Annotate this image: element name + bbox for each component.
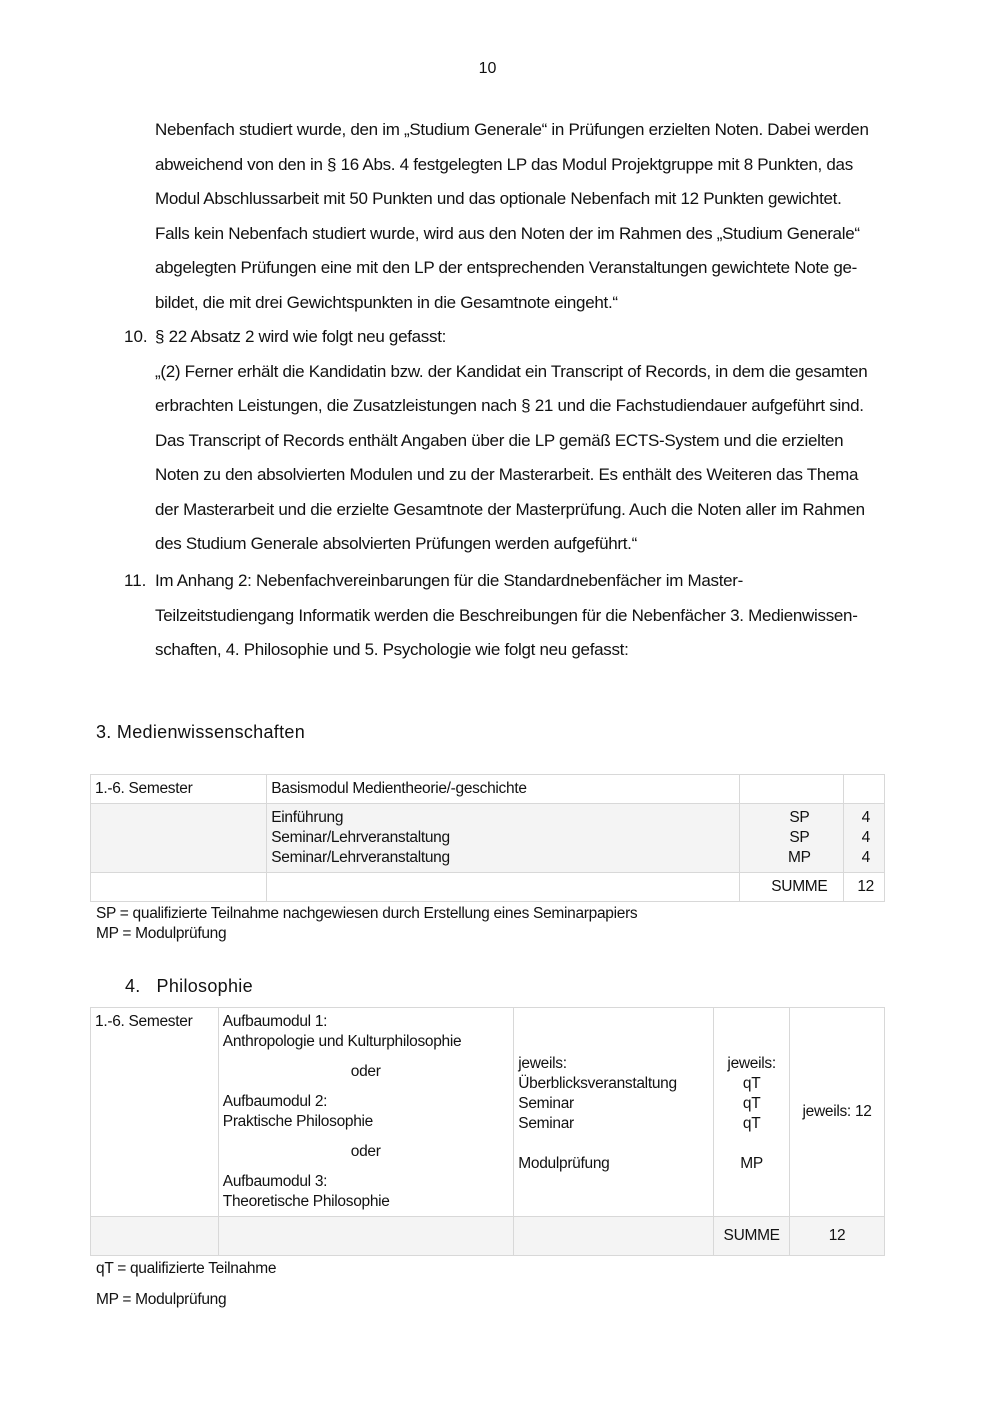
text-line: erbrachten Leistungen, die Zusatzleistungen nach § 21 und die Fachstudiendauer aufgeführt sind. [155,396,864,415]
table-row [91,775,885,804]
event-name: Überblicksveranstaltung [518,1075,677,1092]
sum-label: SUMME [739,873,843,902]
lp-cell [843,804,884,873]
empty-cell [267,873,740,902]
event-lp: 4 [861,809,870,826]
event-lp: 4 [861,829,870,846]
section-heading-philosophie [125,976,253,997]
event-lp: 4 [861,849,870,866]
empty-cell [514,1217,714,1256]
text-line: Nebenfach studiert wurde, den im „Studium Generale“ in Prüfungen erzielten Noten. Dabei werden [155,120,869,139]
sum-value: 12 [843,873,884,902]
text-line: Im Anhang 2: Nebenfachvereinbarungen für die Standardnebenfächer im Master- [155,571,743,590]
module-cell: Basismodul Medientheorie/-geschichte [267,775,740,804]
module-title: Aufbaumodul 3: [222,1173,328,1190]
types-label: jeweils: [727,1055,776,1072]
note-line: MP = Modulprüfung [96,925,227,942]
medienwissenschaften-table [90,774,885,902]
text-line: Das Transcript of Records enthält Angaben über die LP gemäß ECTS-System und die erzielten [155,430,844,450]
sum-value: 12 [790,1217,885,1256]
table-row [91,873,885,902]
event-type: SP [789,809,810,826]
item-10-text [155,320,867,562]
table-row [91,804,885,873]
text-line: abgelegten Prüfungen eine mit den LP der entsprechenden Veranstaltungen gewichtete Note ge- [155,258,858,277]
text-line: schaften, 4. Philosophie und 5. Psychologie wie folgt neu gefasst: [155,640,629,659]
semester-cell: 1.-6. Semester [91,775,267,804]
event-name: Einführung [271,809,344,826]
item-11-number: 11. [124,571,147,590]
events-label: jeweils: [518,1055,567,1072]
events-cell [514,1008,714,1217]
oder-label: oder [350,1143,381,1160]
empty-cell [739,775,843,804]
modules-cell [218,1008,514,1217]
module-title: Aufbaumodul 2: [222,1093,328,1110]
philosophie-note-mp: MP = Modulprüfung [96,1291,227,1308]
module-name: Theoretische Philosophie [222,1193,390,1210]
types-cell [739,804,843,873]
oder-label: oder [350,1063,381,1080]
exam-name: Modulprüfung [518,1155,610,1172]
event-name: Seminar/Lehrveranstaltung [271,849,450,866]
philosophie-table [90,1007,885,1256]
item-10-number: 10. [124,327,148,346]
types-cell [714,1008,790,1217]
exam-type: MP [740,1155,763,1172]
table-row [91,1217,885,1256]
event-name: Seminar [518,1095,574,1112]
event-type: SP [789,829,810,846]
page-number: 10 [478,60,497,77]
events-cell [267,804,740,873]
text-line: des Studium Generale absolvierten Prüfungen werden aufgeführt.“ [155,534,637,553]
philosophie-note-qt: qT = qualifizierte Teilnahme [96,1260,277,1277]
section-heading-medienwissenschaften: 3. Medienwissenschaften [96,722,306,742]
event-type: qT [742,1115,761,1132]
event-name: Seminar [518,1115,574,1132]
text-line: Noten zu den absolvierten Modulen und zu der Masterarbeit. Es enthält des Weiteren das Thema [155,465,859,484]
module-name: Anthropologie und Kulturphilosophie [222,1033,462,1050]
event-name: Seminar/Lehrveranstaltung [271,829,450,846]
heading-title: Philosophie [156,976,253,996]
event-type: qT [742,1075,761,1092]
empty-cell [218,1217,514,1256]
event-type: MP [788,849,811,866]
module-title: Aufbaumodul 1: [222,1013,328,1030]
text-line: Modul Abschlussarbeit mit 50 Punkten und das optionale Nebenfach mit 12 Punkten gewichtet. [155,189,842,208]
text-line: § 22 Absatz 2 wird wie folgt neu gefasst: [155,327,447,346]
text-line: Falls kein Nebenfach studiert wurde, wird aus den Noten der im Rahmen des „Studium Generale“ [155,223,860,243]
table-row [91,1008,885,1217]
module-name: Praktische Philosophie [222,1113,373,1130]
note-line: SP = qualifizierte Teilnahme nachgewiesen durch Erstellung eines Seminarpapiers [96,905,638,922]
text-line: „(2) Ferner erhält die Kandidatin bzw. der Kandidat ein Transcript of Records, in dem die gesamten [155,361,868,381]
text-line: der Masterarbeit und die erzielte Gesamtnote der Masterprüfung. Auch die Noten aller im Rahmen [155,499,865,519]
semester-cell: 1.-6. Semester [91,1008,219,1217]
continued-paragraph [155,113,869,320]
text-line: Teilzeitstudiengang Informatik werden die Beschreibungen für die Nebenfächer 3. Medienwissen- [155,605,858,625]
item-11-text [155,564,858,668]
event-type: qT [742,1095,761,1112]
sum-label: SUMME [714,1217,790,1256]
empty-cell [91,804,267,873]
heading-number: 4. [125,976,141,996]
lp-cell: jeweils: 12 [790,1008,885,1217]
text-line: abweichend von den in § 16 Abs. 4 festgelegten LP das Modul Projektgruppe mit 8 Punkten, das [155,154,853,174]
text-line: bildet, die mit drei Gewichtspunkten in die Gesamtnote eingeht.“ [155,292,618,312]
empty-cell [91,1217,219,1256]
empty-cell [91,873,267,902]
empty-cell [843,775,884,804]
medienwissenschaften-notes [96,904,637,944]
